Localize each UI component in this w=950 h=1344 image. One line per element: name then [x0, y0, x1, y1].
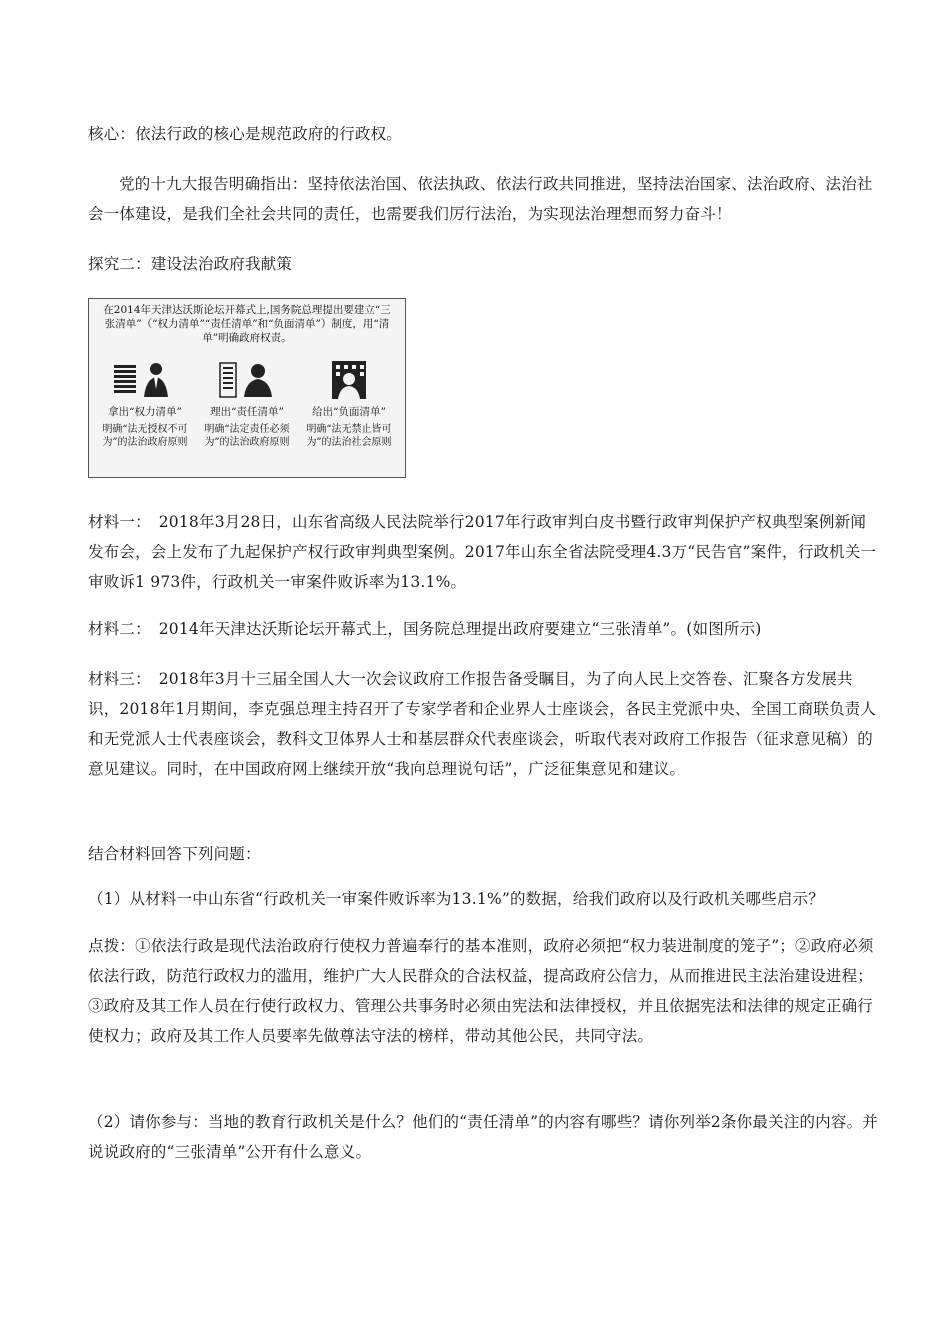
question1: （1）从材料一中山东省“行政机关一审案件败诉率为13.1%”的数据，给我们政府以及行政机关哪些启示？	[88, 890, 824, 908]
figure-desc-power: 明确“法无授权不可为”的法治政府原则	[102, 424, 188, 448]
figure-label-negative: 给出“负面清单”	[312, 406, 386, 418]
figure-desc-negative: 明确“法无禁止皆可为”的法治社会原则	[306, 424, 392, 448]
figure-column-negative	[299, 357, 399, 449]
combine-prompt: 结合材料回答下列问题：	[88, 845, 261, 863]
report-paragraph: 党的十九大报告明确指出：坚持依法治国、依法执政、依法行政共同推进，坚持法治国家、法治政府、法治社会一体建设，是我们全社会共同的责任，也需要我们厉行法治，为实现法治理想而努力奋斗！	[88, 175, 873, 223]
three-lists-figure	[88, 298, 406, 478]
figure-column-responsibility	[197, 357, 297, 449]
figure-column-power	[95, 357, 195, 449]
core-paragraph: 核心：依法行政的核心是规范政府的行政权。	[88, 125, 403, 143]
responsibility-list-icon	[197, 357, 297, 401]
explore-heading: 探究二：建设法治政府我献策	[88, 255, 293, 273]
figure-label-responsibility: 理出“责任清单”	[210, 406, 284, 418]
question2: （2）请你参与：当地的教育行政机关是什么？他们的“责任清单”的内容有哪些？请你列举2条你最关注的内容。并说说政府的“三张清单”公开有什么意义。	[88, 1113, 878, 1161]
material3-paragraph: 材料三： 2018年3月十三届全国人大一次会议政府工作报告备受瞩目，为了向人民上交答卷、汇聚各方发展共识，2018年1月期间，李克强总理主持召开了专家学者和企业界人士座谈会，各民主党派中央、全国工商联负责人和无党派人士代表座谈会，教科文卫体界人士和基层群众代表座谈会，听取代表对政府工作报告（征求意见稿）的意见建议。同时，在中国政府网上继续开放“我向总理说句话”，广泛征集意见和建议。	[88, 670, 877, 778]
hint-paragraph: 点拨：①依法行政是现代法治政府行使权力普遍奉行的基本准则，政府必须把“权力装进制度的笼子”；②政府必须依法行政，防范行政权力的滥用，维护广大人民群众的合法权益，提高政府公信力，从而推进民主法治建设进程；③政府及其工作人员在行使行政权力、管理公共事务时必须由宪法和法律授权，并且依据宪法和法律的规定正确行使权力；政府及其工作人员要率先做尊法守法的榜样，带动其他公民，共同守法。	[88, 937, 874, 1045]
material1-paragraph: 材料一： 2018年3月28日，山东省高级人民法院举行2017年行政审判白皮书暨行政审判保护产权典型案例新闻发布会，会上发布了九起保护产权行政审判典型案例。2017年山东全省法院受理4.3万“民告官”案件，行政机关一审败诉1 973件，行政机关一审案件败诉率为13.1%。	[88, 513, 877, 591]
figure-intro-text: 在2014年天津达沃斯论坛开幕式上,国务院总理提出要建立“三张清单”（“权力清单”“责任清单”和“负面清单”）制度，用“清单”明确政府权责。	[103, 304, 391, 344]
material2-paragraph: 材料二： 2014年天津达沃斯论坛开幕式上，国务院总理提出政府要建立“三张清单”。(如图所示)	[88, 620, 762, 638]
power-list-icon	[95, 357, 195, 401]
figure-desc-responsibility: 明确“法定责任必须为”的法治政府原则	[204, 424, 290, 448]
negative-list-icon	[299, 357, 399, 401]
figure-label-power: 拿出“权力清单”	[108, 406, 182, 418]
